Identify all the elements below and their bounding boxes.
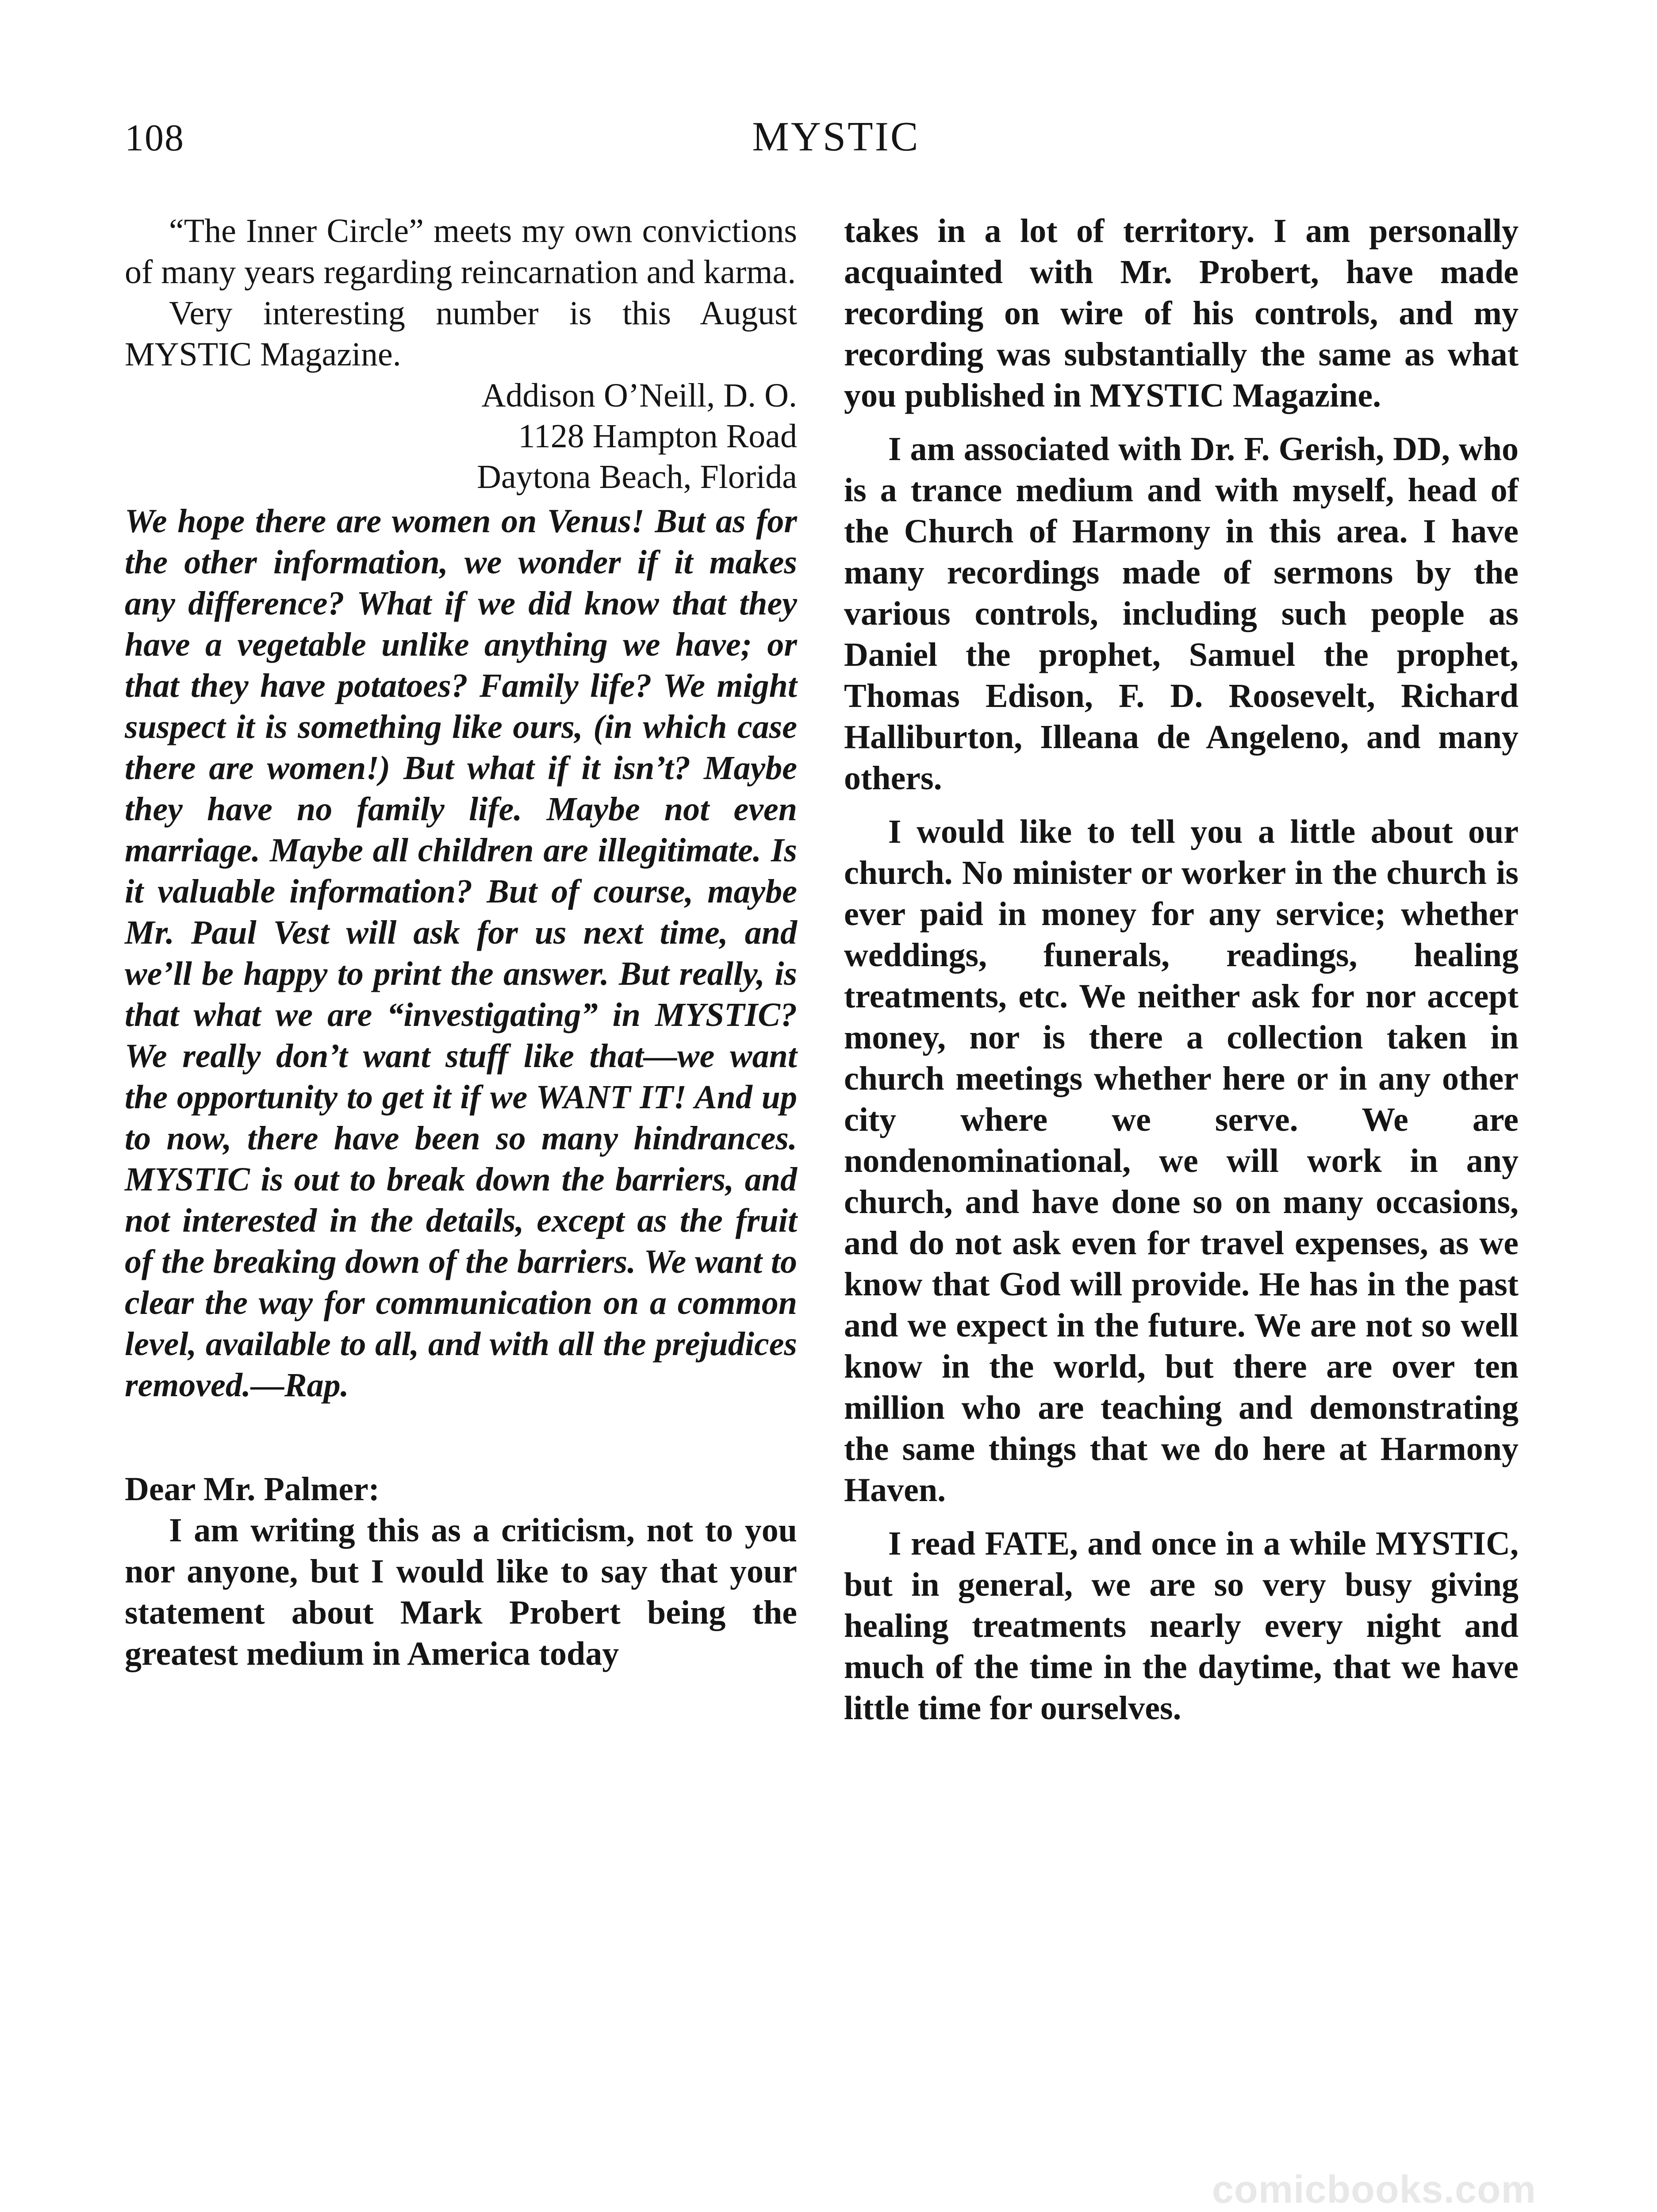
running-head-title: MYSTIC: [752, 114, 920, 160]
letter-paragraph: I read FATE, and once in a while MYSTIC, but in general, we are so very busy giving healing treatments nearly every night and much of the time in the daytime, that we have little time for ourselves.: [844, 1525, 1519, 1727]
watermark: comicbooks.com: [1212, 2167, 1536, 2211]
letter-salutation: Dear Mr. Palmer:: [125, 1471, 380, 1508]
signature-address: 1128 Hampton Road: [518, 418, 797, 455]
signature-city: Daytona Beach, Florida: [477, 458, 797, 495]
right-text-column: [844, 211, 1519, 1729]
reader-letter-paragraph: “The Inner Circle” meets my own convictions of many years regarding reincarnation and karma.: [125, 212, 797, 291]
letter-opening-paragraph: I am writing this as a criticism, not to you nor anyone, but I would like to say that your statement about Mark Probert being the greatest medium in America today: [125, 1512, 797, 1672]
letter-paragraph: I am associated with Dr. F. Gerish, DD, who is a trance medium and with myself, head of the Church of Harmony in this area. I have many recordings made of sermons by the various controls, including such people as Daniel the prophet, Samuel the prophet, Thomas Edison, F. D. Roosevelt, Richard Halliburton, Illeana de Angeleno, and many others.: [844, 430, 1519, 797]
letter-continuation-paragraph: takes in a lot of territory. I am personally acquainted with Mr. Probert, have made recording on wire of his controls, and my recording was substantially the same as what you published in MYSTIC Magazine.: [844, 212, 1519, 414]
letter-signature: [333, 375, 797, 497]
left-text-column: [125, 211, 797, 1674]
editor-response: We hope there are women on Venus! But as for the other information, we wonder if it makes any difference? What if we did know that they have a vegetable unlike anything we have; or that they have potatoes? Family life? We might suspect it is something like ours, (in which case there are women!) But what if it isn’t? Maybe they have no family life. Maybe not even marriage. Maybe all children are illegitimate. Is it valuable information? But of course, maybe Mr. Paul Vest will ask for us next time, and we’ll be happy to print the answer. But really, is that what we are “investigating” in MYSTIC? We really don’t want stuff like that—we want the opportunity to get it if we WANT IT! And up to now, there have been so many hindrances. MYSTIC is out to break down the barriers, and not interested in the details, except as the fruit of the breaking down of the barriers. We want to clear the way for communication on a common level, available to all, and with all the prejudices removed.—Rap.: [125, 503, 797, 1404]
letter-paragraph: I would like to tell you a little about our church. No minister or worker in the church is ever paid in money for any service; whether weddings, funerals, readings, healing treatments, etc. We neither ask for nor accept money, nor is there a collection taken in church meetings whether here or in any other city where we serve. We are nondenominational, we will work in any church, and have done so on many occasions, and do not ask even for travel expenses, as we know that God will provide. He has in the past and we expect in the future. We are not so well know in the world, but there are over ten million who are teaching and demonstrating the same things that we do here at Harmony Haven.: [844, 813, 1519, 1509]
signature-name: Addison O’Neill, D. O.: [481, 377, 797, 414]
reader-letter-paragraph: Very interesting number is this August MYSTIC Magazine.: [125, 295, 797, 373]
page-number: 108: [125, 116, 184, 159]
